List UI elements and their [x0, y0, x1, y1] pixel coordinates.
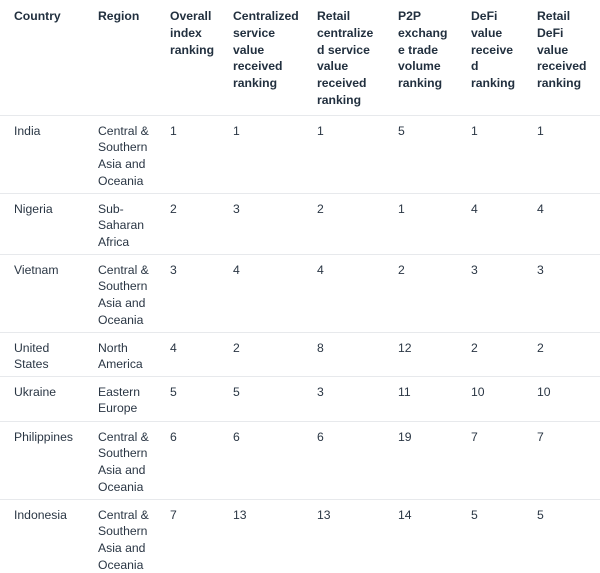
- cell-retail-defi: 4: [537, 201, 544, 216]
- cell-p2p: 19: [398, 429, 412, 444]
- cell-defi: 1: [471, 123, 478, 138]
- cell-retail-defi: 2: [537, 340, 544, 355]
- cell-retail-defi: 5: [537, 507, 544, 522]
- cell-centralized: 4: [233, 262, 240, 277]
- cell-region: Central & Southern Asia and Oceania: [98, 123, 149, 188]
- cell-p2p: 1: [398, 201, 405, 216]
- table-row: [0, 376, 600, 421]
- cell-retail-centralized: 4: [317, 262, 324, 277]
- cell-country: India: [14, 123, 41, 138]
- cell-p2p: 12: [398, 340, 412, 355]
- header-centralized-service-ranking: Centralized service value received ranking: [233, 9, 299, 91]
- header-region: Region: [98, 9, 140, 23]
- cell-retail-defi: 1: [537, 123, 544, 138]
- table-row: [0, 193, 600, 254]
- cell-region: North America: [98, 340, 143, 372]
- table-header: [0, 0, 600, 115]
- cell-overall: 3: [170, 262, 177, 277]
- cell-region: Central & Southern Asia and Oceania: [98, 429, 149, 494]
- header-overall-index-ranking: Overall index ranking: [170, 9, 215, 57]
- cell-centralized: 1: [233, 123, 240, 138]
- table-row: [0, 499, 600, 573]
- cell-country: Vietnam: [14, 262, 59, 277]
- cell-country: Indonesia: [14, 507, 67, 522]
- cell-region: Central & Southern Asia and Oceania: [98, 507, 149, 572]
- cell-centralized: 2: [233, 340, 240, 355]
- cell-country: Nigeria: [14, 201, 53, 216]
- cell-retail-centralized: 6: [317, 429, 324, 444]
- table-body: [0, 115, 600, 573]
- cell-centralized: 6: [233, 429, 240, 444]
- header-row: [0, 0, 600, 115]
- cell-p2p: 14: [398, 507, 412, 522]
- table-row: [0, 254, 600, 332]
- cell-p2p: 5: [398, 123, 405, 138]
- cell-overall: 1: [170, 123, 177, 138]
- header-retail-defi-ranking: Retail DeFi value received ranking: [537, 9, 587, 91]
- cell-country: Philippines: [14, 429, 73, 444]
- cell-retail-defi: 3: [537, 262, 544, 277]
- cell-overall: 2: [170, 201, 177, 216]
- cell-region: Sub-Saharan Africa: [98, 201, 145, 250]
- header-retail-centralized-ranking: Retail centralized service value received ranking: [317, 9, 374, 107]
- cell-retail-centralized: 2: [317, 201, 324, 216]
- table-row: [0, 421, 600, 499]
- cell-region: Central & Southern Asia and Oceania: [98, 262, 149, 327]
- cell-retail-centralized: 8: [317, 340, 324, 355]
- cell-overall: 6: [170, 429, 177, 444]
- cell-p2p: 2: [398, 262, 405, 277]
- cell-defi: 3: [471, 262, 478, 277]
- header-country: Country: [14, 9, 61, 23]
- cell-centralized: 13: [233, 507, 247, 522]
- table-row: [0, 115, 600, 193]
- cell-retail-defi: 10: [537, 384, 551, 399]
- cell-defi: 7: [471, 429, 478, 444]
- cell-retail-defi: 7: [537, 429, 544, 444]
- header-p2p-volume-ranking: P2P exchange trade volume ranking: [398, 9, 448, 91]
- table-row: [0, 332, 600, 376]
- cell-defi: 2: [471, 340, 478, 355]
- cell-defi: 5: [471, 507, 478, 522]
- cell-retail-centralized: 13: [317, 507, 331, 522]
- cell-country: United States: [14, 340, 50, 372]
- cell-overall: 7: [170, 507, 177, 522]
- cell-country: Ukraine: [14, 384, 56, 399]
- cell-defi: 10: [471, 384, 485, 399]
- cell-centralized: 5: [233, 384, 240, 399]
- cell-defi: 4: [471, 201, 478, 216]
- cell-p2p: 11: [398, 384, 411, 399]
- cell-retail-centralized: 1: [317, 123, 324, 138]
- cell-retail-centralized: 3: [317, 384, 324, 399]
- cell-overall: 4: [170, 340, 177, 355]
- cell-overall: 5: [170, 384, 177, 399]
- header-defi-ranking: DeFi value received ranking: [471, 9, 516, 91]
- cell-region: Eastern Europe: [98, 384, 141, 416]
- cell-centralized: 3: [233, 201, 240, 216]
